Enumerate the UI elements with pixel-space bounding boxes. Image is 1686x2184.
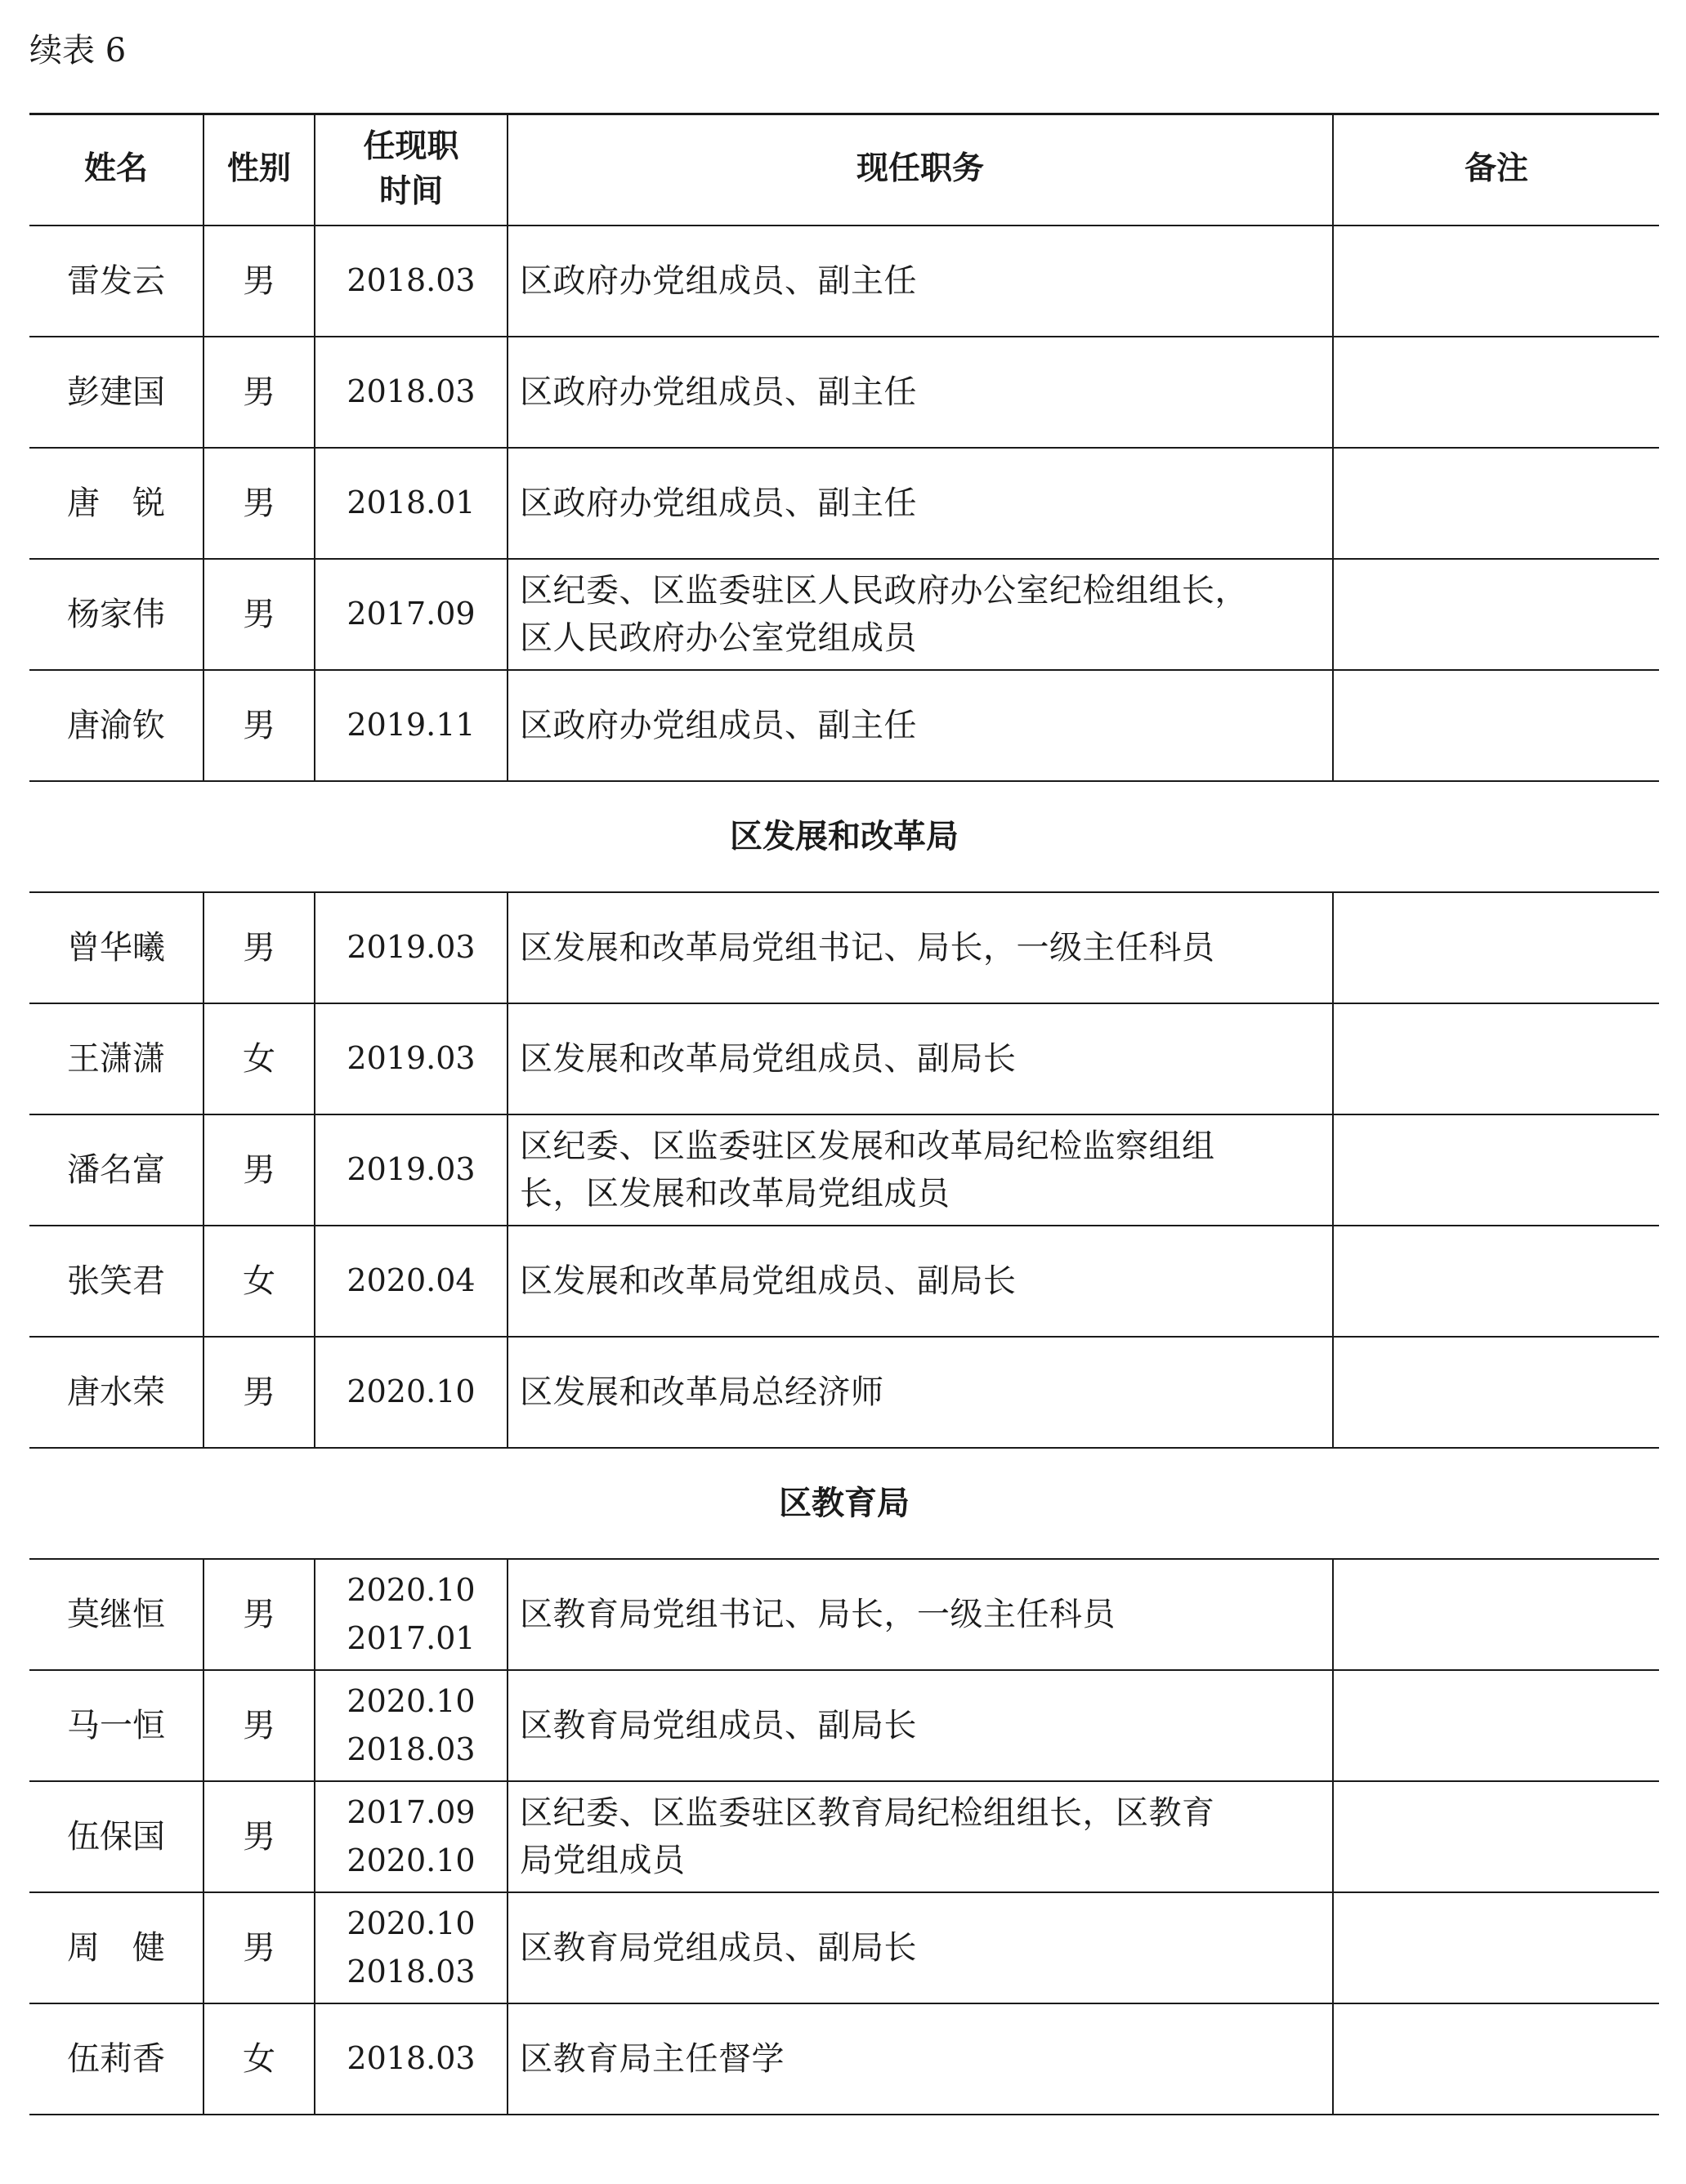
cell-name: 张笑君 xyxy=(29,1226,203,1337)
table-row xyxy=(29,892,1659,1003)
cell-note xyxy=(1333,670,1659,781)
cell-gender: 男 xyxy=(203,337,315,448)
cell-gender: 男 xyxy=(203,670,315,781)
cell-time: 2020.10 xyxy=(315,1337,508,1448)
cell-note xyxy=(1333,1670,1659,1781)
cell-time-line2: 2017.01 xyxy=(347,1619,476,1656)
cell-time xyxy=(315,1781,508,1892)
cell-post: 区发展和改革局党组成员、副局长 xyxy=(508,1226,1333,1337)
cell-post xyxy=(508,559,1333,670)
cell-post xyxy=(508,1781,1333,1892)
cell-post-line1: 区纪委、区监委驻区人民政府办公室纪检组组长， xyxy=(520,571,1248,610)
cell-time-line2: 2020.10 xyxy=(347,1842,476,1878)
cell-time xyxy=(315,1670,508,1781)
cell-gender: 男 xyxy=(203,1892,315,2003)
section-row xyxy=(29,1448,1659,1559)
table-row xyxy=(29,1892,1659,2003)
cell-post: 区发展和改革局党组成员、副局长 xyxy=(508,1003,1333,1114)
cell-time xyxy=(315,1892,508,2003)
cell-time: 2018.03 xyxy=(315,2003,508,2115)
personnel-table xyxy=(29,113,1659,2115)
header-post: 现任职务 xyxy=(508,114,1333,226)
cell-time: 2017.09 xyxy=(315,559,508,670)
cell-note xyxy=(1333,1781,1659,1892)
cell-gender: 男 xyxy=(203,1114,315,1226)
cell-gender: 男 xyxy=(203,1670,315,1781)
cell-time-line1: 2020.10 xyxy=(347,1571,476,1608)
cell-time: 2018.03 xyxy=(315,226,508,337)
table-row xyxy=(29,670,1659,781)
cell-post: 区政府办党组成员、副主任 xyxy=(508,226,1333,337)
table-row xyxy=(29,337,1659,448)
section-title-development-reform: 区发展和改革局 xyxy=(29,781,1659,892)
cell-name: 伍莉香 xyxy=(29,2003,203,2115)
header-time-line1: 任现职 xyxy=(363,128,459,166)
header-note: 备注 xyxy=(1333,114,1659,226)
cell-note xyxy=(1333,1226,1659,1337)
cell-post-line1: 区纪委、区监委驻区教育局纪检组组长，区教育 xyxy=(520,1793,1215,1832)
cell-gender: 女 xyxy=(203,1226,315,1337)
cell-post-line2: 长，区发展和改革局党组成员 xyxy=(520,1174,950,1213)
cell-time: 2019.03 xyxy=(315,892,508,1003)
header-name: 姓名 xyxy=(29,114,203,226)
header-time-line2: 时间 xyxy=(378,172,443,210)
cell-note xyxy=(1333,1114,1659,1226)
table-row xyxy=(29,1114,1659,1226)
cell-post: 区政府办党组成员、副主任 xyxy=(508,670,1333,781)
cell-note xyxy=(1333,2003,1659,2115)
cell-note xyxy=(1333,1003,1659,1114)
header-gender: 性别 xyxy=(203,114,315,226)
cell-name: 曾华曦 xyxy=(29,892,203,1003)
cell-name: 彭建国 xyxy=(29,337,203,448)
cell-note xyxy=(1333,226,1659,337)
cell-post-line1: 区纪委、区监委驻区发展和改革局纪检监察组组 xyxy=(520,1127,1215,1165)
cell-post-line2: 局党组成员 xyxy=(520,1841,686,1879)
table-row xyxy=(29,448,1659,559)
cell-name: 唐水荣 xyxy=(29,1337,203,1448)
cell-gender: 男 xyxy=(203,1781,315,1892)
cell-name: 潘名富 xyxy=(29,1114,203,1226)
cell-gender: 男 xyxy=(203,448,315,559)
cell-time: 2020.04 xyxy=(315,1226,508,1337)
cell-time-line2: 2018.03 xyxy=(347,1953,476,1990)
cell-gender: 女 xyxy=(203,2003,315,2115)
cell-post: 区教育局党组成员、副局长 xyxy=(508,1670,1333,1781)
table-row xyxy=(29,1226,1659,1337)
cell-post: 区政府办党组成员、副主任 xyxy=(508,337,1333,448)
table-row xyxy=(29,1781,1659,1892)
cell-note xyxy=(1333,448,1659,559)
cell-name: 马一恒 xyxy=(29,1670,203,1781)
table-row xyxy=(29,559,1659,670)
cell-name: 伍保国 xyxy=(29,1781,203,1892)
table-row xyxy=(29,1559,1659,1670)
cell-post: 区政府办党组成员、副主任 xyxy=(508,448,1333,559)
table-row xyxy=(29,1003,1659,1114)
cell-time: 2018.01 xyxy=(315,448,508,559)
cell-time: 2019.03 xyxy=(315,1003,508,1114)
cell-gender: 男 xyxy=(203,1337,315,1448)
cell-note xyxy=(1333,1892,1659,2003)
cell-name: 杨家伟 xyxy=(29,559,203,670)
cell-name: 周 健 xyxy=(29,1892,203,2003)
cell-note xyxy=(1333,1559,1659,1670)
cell-post-line2: 区人民政府办公室党组成员 xyxy=(520,619,917,657)
table-header-row xyxy=(29,114,1659,226)
cell-note xyxy=(1333,559,1659,670)
cell-post xyxy=(508,1114,1333,1226)
cell-time: 2018.03 xyxy=(315,337,508,448)
cell-name: 王潇潇 xyxy=(29,1003,203,1114)
section-title-education: 区教育局 xyxy=(29,1448,1659,1559)
cell-gender: 男 xyxy=(203,1559,315,1670)
cell-post: 区教育局党组成员、副局长 xyxy=(508,1892,1333,2003)
cell-name: 唐渝钦 xyxy=(29,670,203,781)
cell-gender: 女 xyxy=(203,1003,315,1114)
cell-post: 区发展和改革局党组书记、局长，一级主任科员 xyxy=(508,892,1333,1003)
table-row xyxy=(29,1670,1659,1781)
table-caption: 续表 6 xyxy=(29,32,127,69)
section-row xyxy=(29,781,1659,892)
cell-note xyxy=(1333,1337,1659,1448)
cell-name: 莫继恒 xyxy=(29,1559,203,1670)
cell-gender: 男 xyxy=(203,892,315,1003)
table-row xyxy=(29,1337,1659,1448)
cell-time-line1: 2020.10 xyxy=(347,1905,476,1941)
cell-time: 2019.11 xyxy=(315,670,508,781)
cell-gender: 男 xyxy=(203,559,315,670)
cell-note xyxy=(1333,892,1659,1003)
cell-time xyxy=(315,1559,508,1670)
table-row xyxy=(29,2003,1659,2115)
cell-time-line2: 2018.03 xyxy=(347,1731,476,1767)
cell-name: 雷发云 xyxy=(29,226,203,337)
cell-post: 区教育局主任督学 xyxy=(508,2003,1333,2115)
cell-time-line1: 2017.09 xyxy=(347,1793,476,1830)
cell-time-line1: 2020.10 xyxy=(347,1682,476,1719)
cell-time: 2019.03 xyxy=(315,1114,508,1226)
cell-gender: 男 xyxy=(203,226,315,337)
cell-post: 区教育局党组书记、局长，一级主任科员 xyxy=(508,1559,1333,1670)
header-time xyxy=(315,114,508,226)
cell-post: 区发展和改革局总经济师 xyxy=(508,1337,1333,1448)
cell-name: 唐 锐 xyxy=(29,448,203,559)
table-row xyxy=(29,226,1659,337)
cell-note xyxy=(1333,337,1659,448)
